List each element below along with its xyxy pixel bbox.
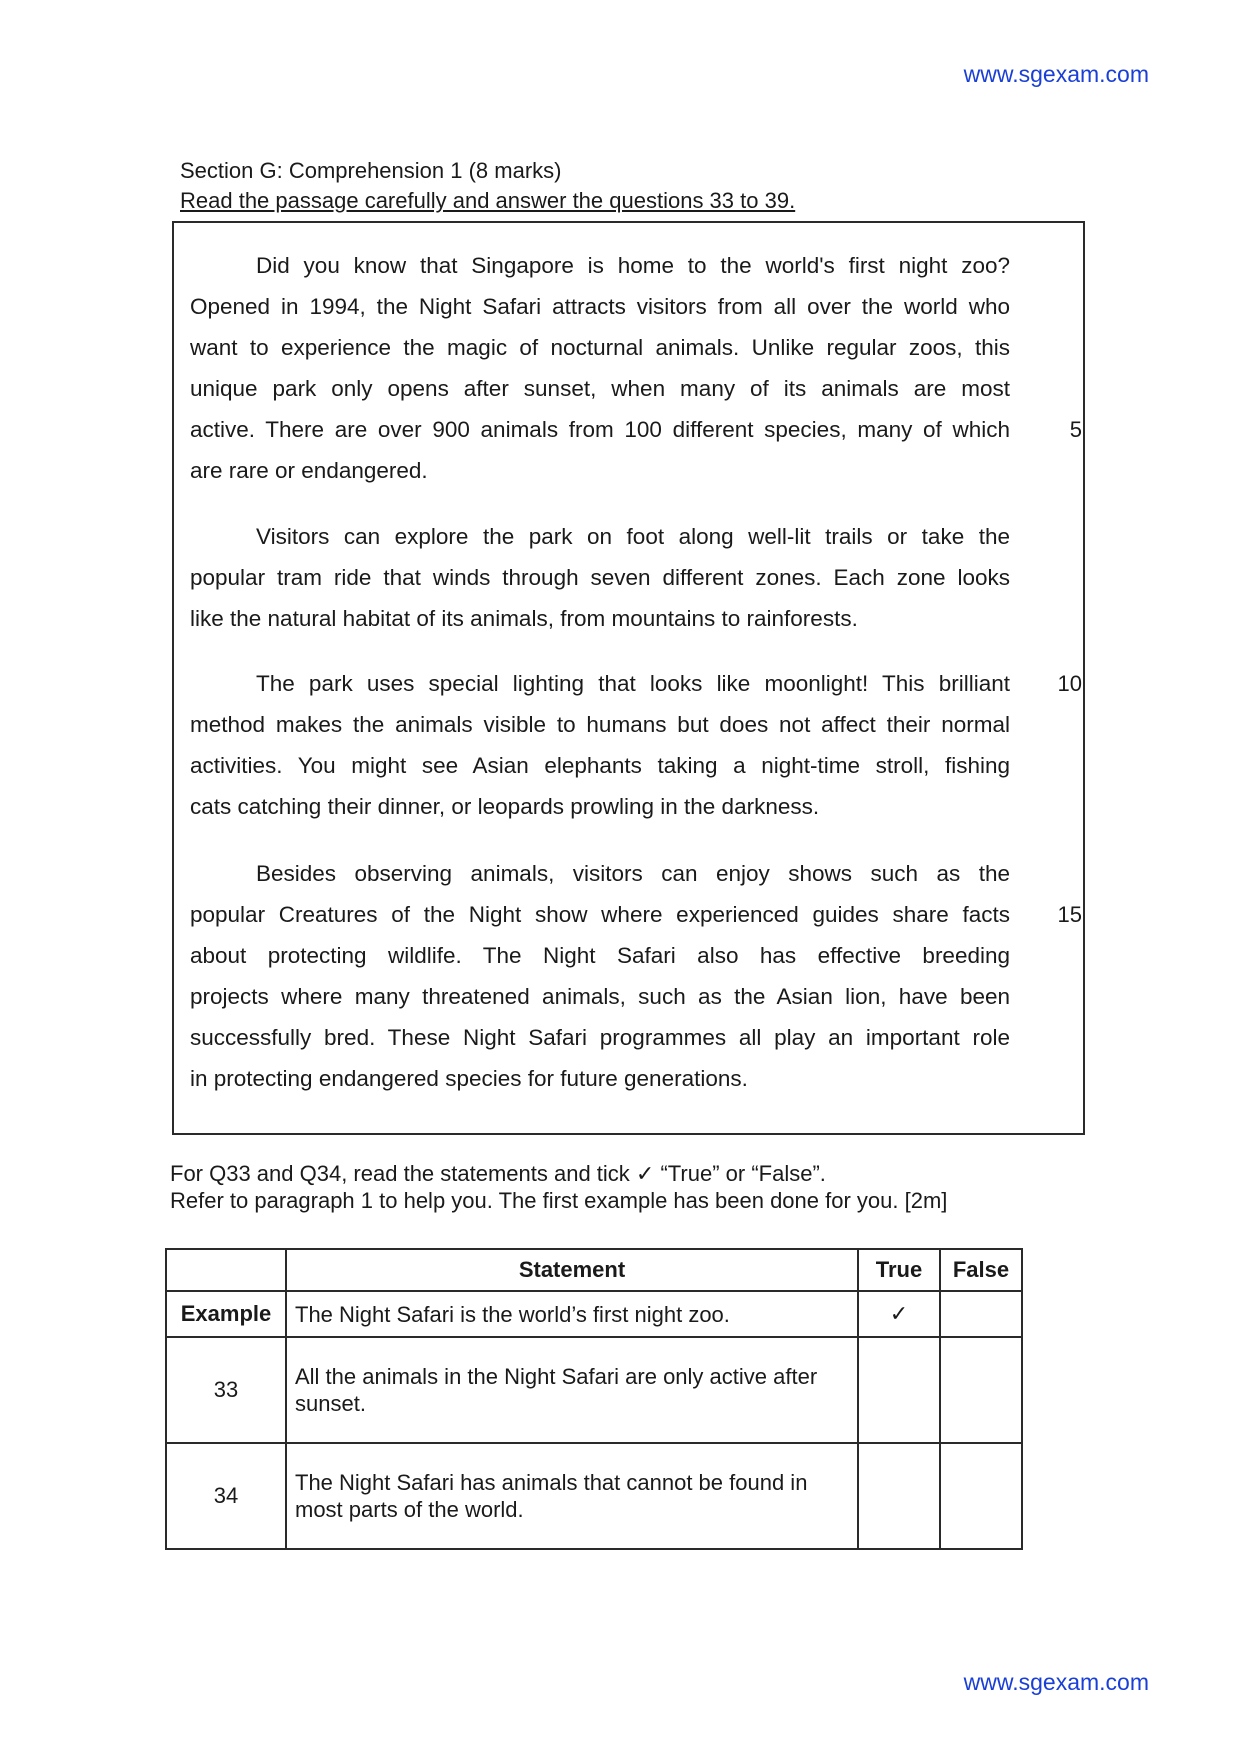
header-statement: Statement xyxy=(286,1249,858,1291)
section-header xyxy=(180,156,795,216)
false-checkbox-cell[interactable] xyxy=(940,1443,1022,1549)
passage-line: Did you know that Singapore is home to the world's first night zoo? xyxy=(256,253,1010,278)
passage-line: method makes the animals visible to humans but does not affect their normal xyxy=(190,712,1010,737)
row-statement: All the animals in the Night Safari are only active after sunset. xyxy=(286,1337,858,1443)
row-statement: The Night Safari is the world’s first night zoo. xyxy=(286,1291,858,1337)
header-true: True xyxy=(858,1249,940,1291)
passage-line: The park uses special lighting that looks like moonlight! This brilliant xyxy=(256,671,1010,696)
true-checkbox-cell[interactable] xyxy=(858,1443,940,1549)
true-false-table xyxy=(165,1248,1023,1550)
row-number: Example xyxy=(166,1291,286,1337)
header-blank xyxy=(166,1249,286,1291)
section-instruction: Read the passage carefully and answer the questions 33 to 39. xyxy=(180,188,796,213)
line-number: 5 xyxy=(1069,417,1082,442)
table-row xyxy=(166,1443,1022,1549)
false-checkbox-cell[interactable] xyxy=(940,1291,1022,1337)
line-number: 10 xyxy=(1057,671,1082,696)
passage-line: like the natural habitat of its animals, from mountains to rainforests. xyxy=(190,606,858,631)
instruction-line-2: Refer to paragraph 1 to help you. The first example has been done for you. [2m] xyxy=(170,1188,948,1213)
passage-line: want to experience the magic of nocturnal animals. Unlike regular zoos, this xyxy=(190,335,1010,360)
true-checkbox-cell[interactable]: ✓ xyxy=(858,1291,940,1337)
true-checkbox-cell[interactable] xyxy=(858,1337,940,1443)
header-false: False xyxy=(940,1249,1022,1291)
passage-line: activities. You might see Asian elephants taking a night-time stroll, fishing xyxy=(190,753,1010,778)
passage-line: successfully bred. These Night Safari programmes all play an important role xyxy=(190,1025,1010,1050)
passage-line: about protecting wildlife. The Night Safari also has effective breeding xyxy=(190,943,1010,968)
header-url-link[interactable]: www.sgexam.com xyxy=(963,61,1149,87)
passage-line: active. There are over 900 animals from 100 different species, many of which xyxy=(190,417,1010,442)
passage-line: projects where many threatened animals, such as the Asian lion, have been xyxy=(190,984,1010,1009)
passage-line: Besides observing animals, visitors can enjoy shows such as the xyxy=(256,861,1010,886)
table-row xyxy=(166,1291,1022,1337)
table-header-row xyxy=(166,1249,1022,1291)
passage-line: popular tram ride that winds through seven different zones. Each zone looks xyxy=(190,565,1010,590)
passage-line: Opened in 1994, the Night Safari attracts visitors from all over the world who xyxy=(190,294,1010,319)
passage-line: in protecting endangered species for future generations. xyxy=(190,1066,748,1091)
question-instructions xyxy=(170,1160,947,1214)
passage-line: unique park only opens after sunset, when many of its animals are most xyxy=(190,376,1010,401)
line-number: 15 xyxy=(1057,902,1082,927)
row-statement: The Night Safari has animals that cannot be found in most parts of the world. xyxy=(286,1443,858,1549)
section-title: Section G: Comprehension 1 (8 marks) xyxy=(180,158,562,183)
passage-line: are rare or endangered. xyxy=(190,458,428,483)
footer-url-link[interactable]: www.sgexam.com xyxy=(963,1669,1149,1695)
instruction-line-1: For Q33 and Q34, read the statements and tick ✓ “True” or “False”. xyxy=(170,1161,826,1186)
passage-line: Visitors can explore the park on foot along well-lit trails or take the xyxy=(256,524,1010,549)
row-number: 34 xyxy=(166,1443,286,1549)
passage-box xyxy=(172,221,1085,1135)
false-checkbox-cell[interactable] xyxy=(940,1337,1022,1443)
row-number: 33 xyxy=(166,1337,286,1443)
passage-line: popular Creatures of the Night show where experienced guides share facts xyxy=(190,902,1010,927)
passage-line: cats catching their dinner, or leopards prowling in the darkness. xyxy=(190,794,820,819)
table-row xyxy=(166,1337,1022,1443)
